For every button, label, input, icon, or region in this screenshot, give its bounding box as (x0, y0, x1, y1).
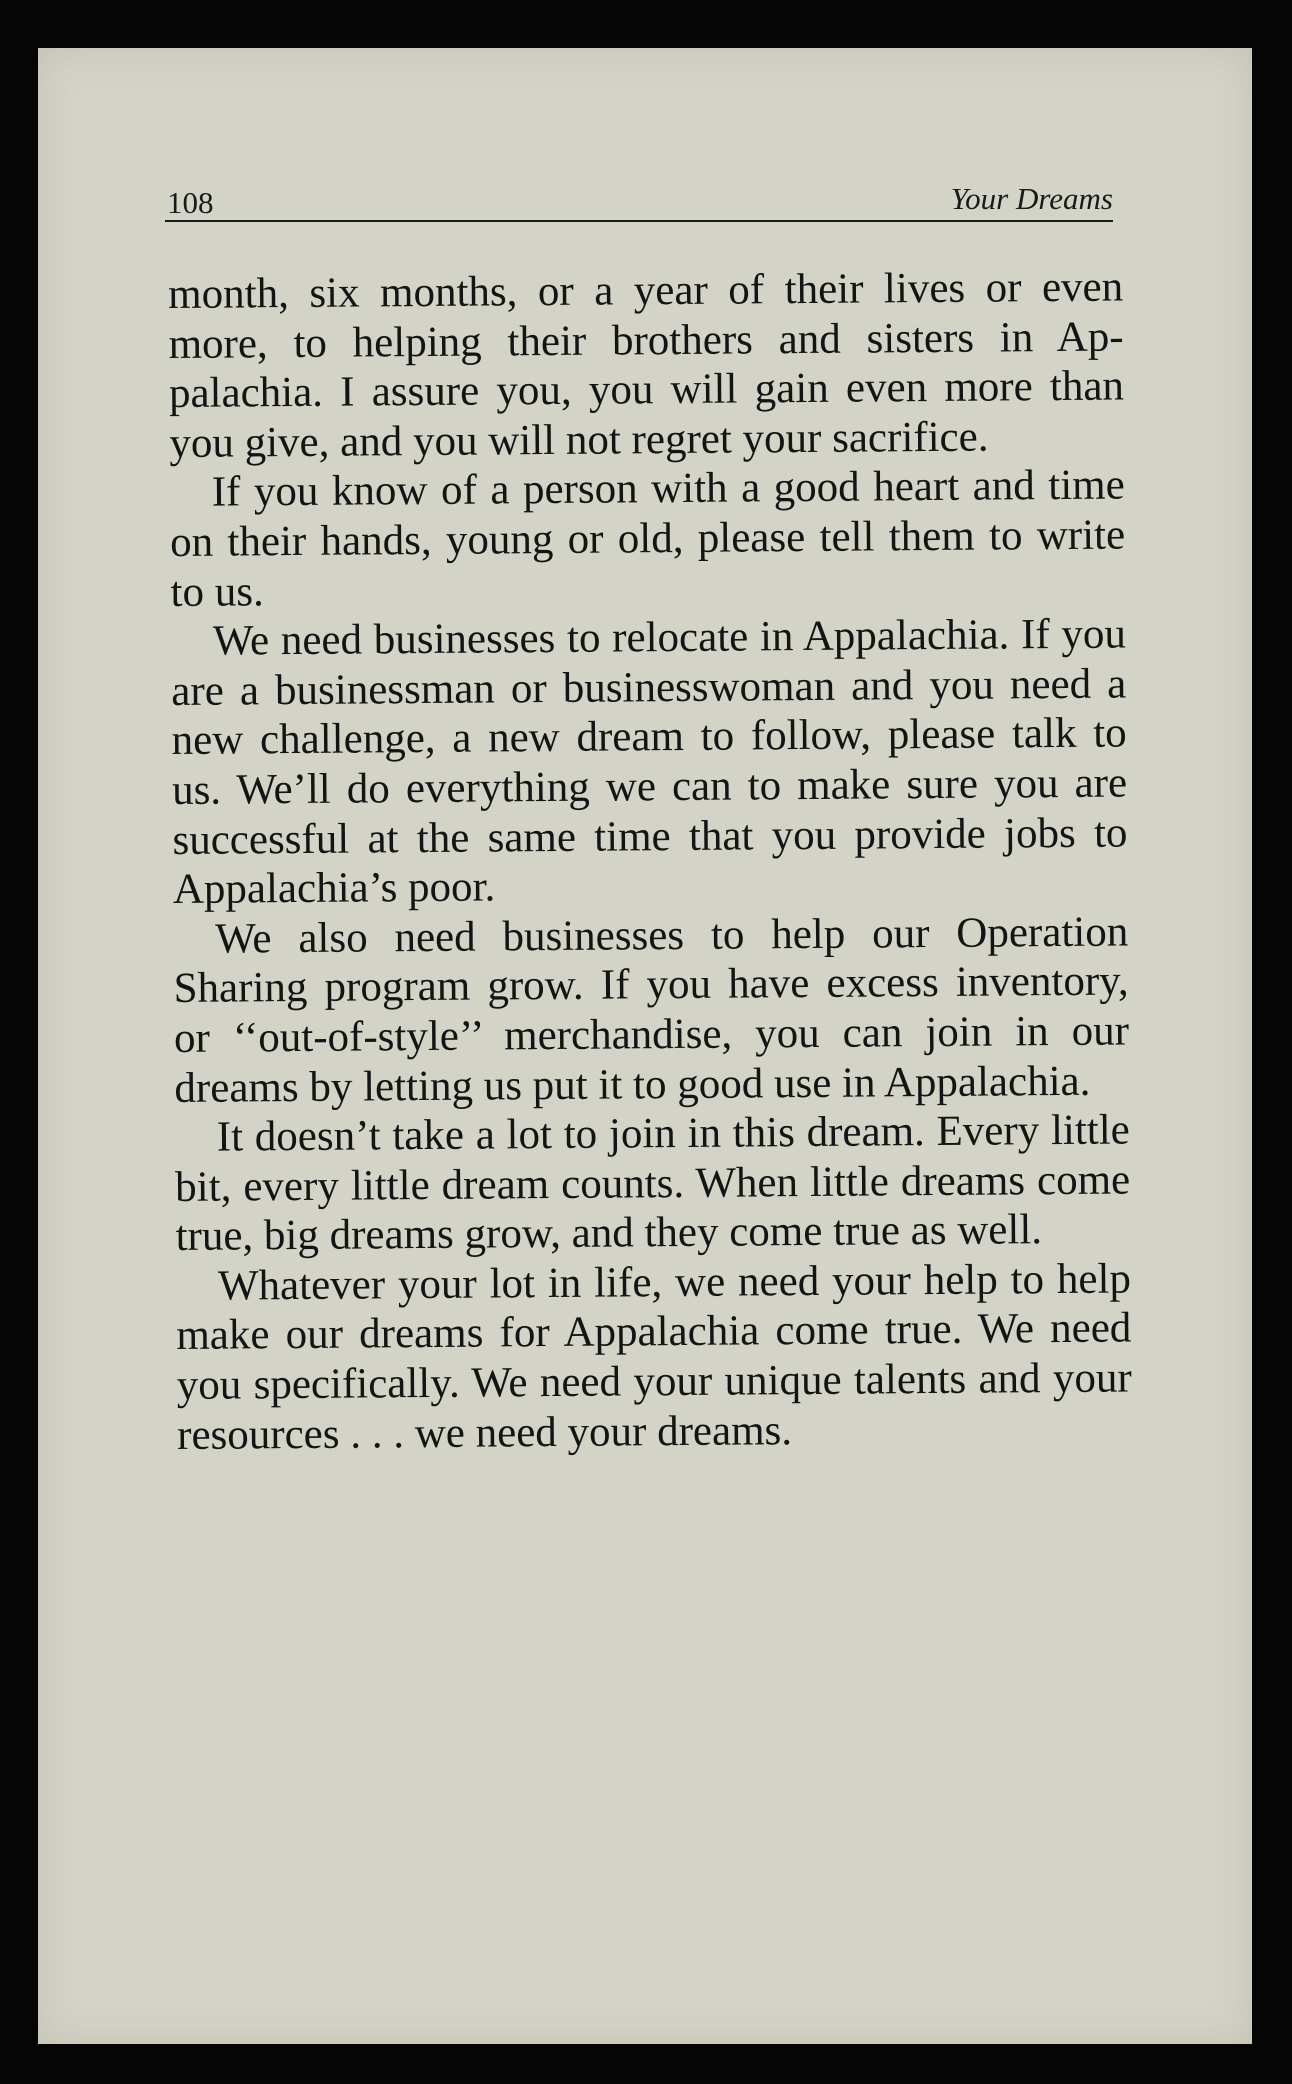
running-title: Your Dreams (950, 181, 1113, 216)
paragraph: If you know of a person with a good heart and time on their hands, young or old, please tell them to write to us. (169, 461, 1126, 616)
page-number: 108 (167, 185, 214, 220)
paragraph: It doesn’t take a lot to join in this dream. Every little bit, every little dream counts. When little dreams come true, big dreams grow, and they come true as well. (175, 1106, 1131, 1261)
body-text (168, 262, 1132, 1460)
page-header (165, 178, 1113, 222)
paragraph: We also need businesses to help our Operation Sharing program grow. If you have excess inventory, or ‘‘out-of-style’’ merchandise, you can join in our dreams by letting us put it to good use in Appalachia. (173, 908, 1130, 1112)
paragraph: Whatever your lot in life, we need your help to help make our dreams for Appalachia come true. We need you specifically. We need your unique talents and your resources . . . we need your dreams. (176, 1255, 1132, 1459)
paragraph: month, six months, or a year of their lives or even more, to helping their brothers and sisters in Appalachia. I assure you, you will gain even more than you give, and you will not regret your sacrifice. (168, 263, 1125, 467)
paragraph: We need businesses to relocate in Appalachia. If you are a businessman or businesswoman and you need a new challenge, a new dream to follow, please talk to us. We’ll do everything we can to make sure you are successful at the same time that you provide jobs to Appalachia’s poor. (171, 610, 1128, 914)
